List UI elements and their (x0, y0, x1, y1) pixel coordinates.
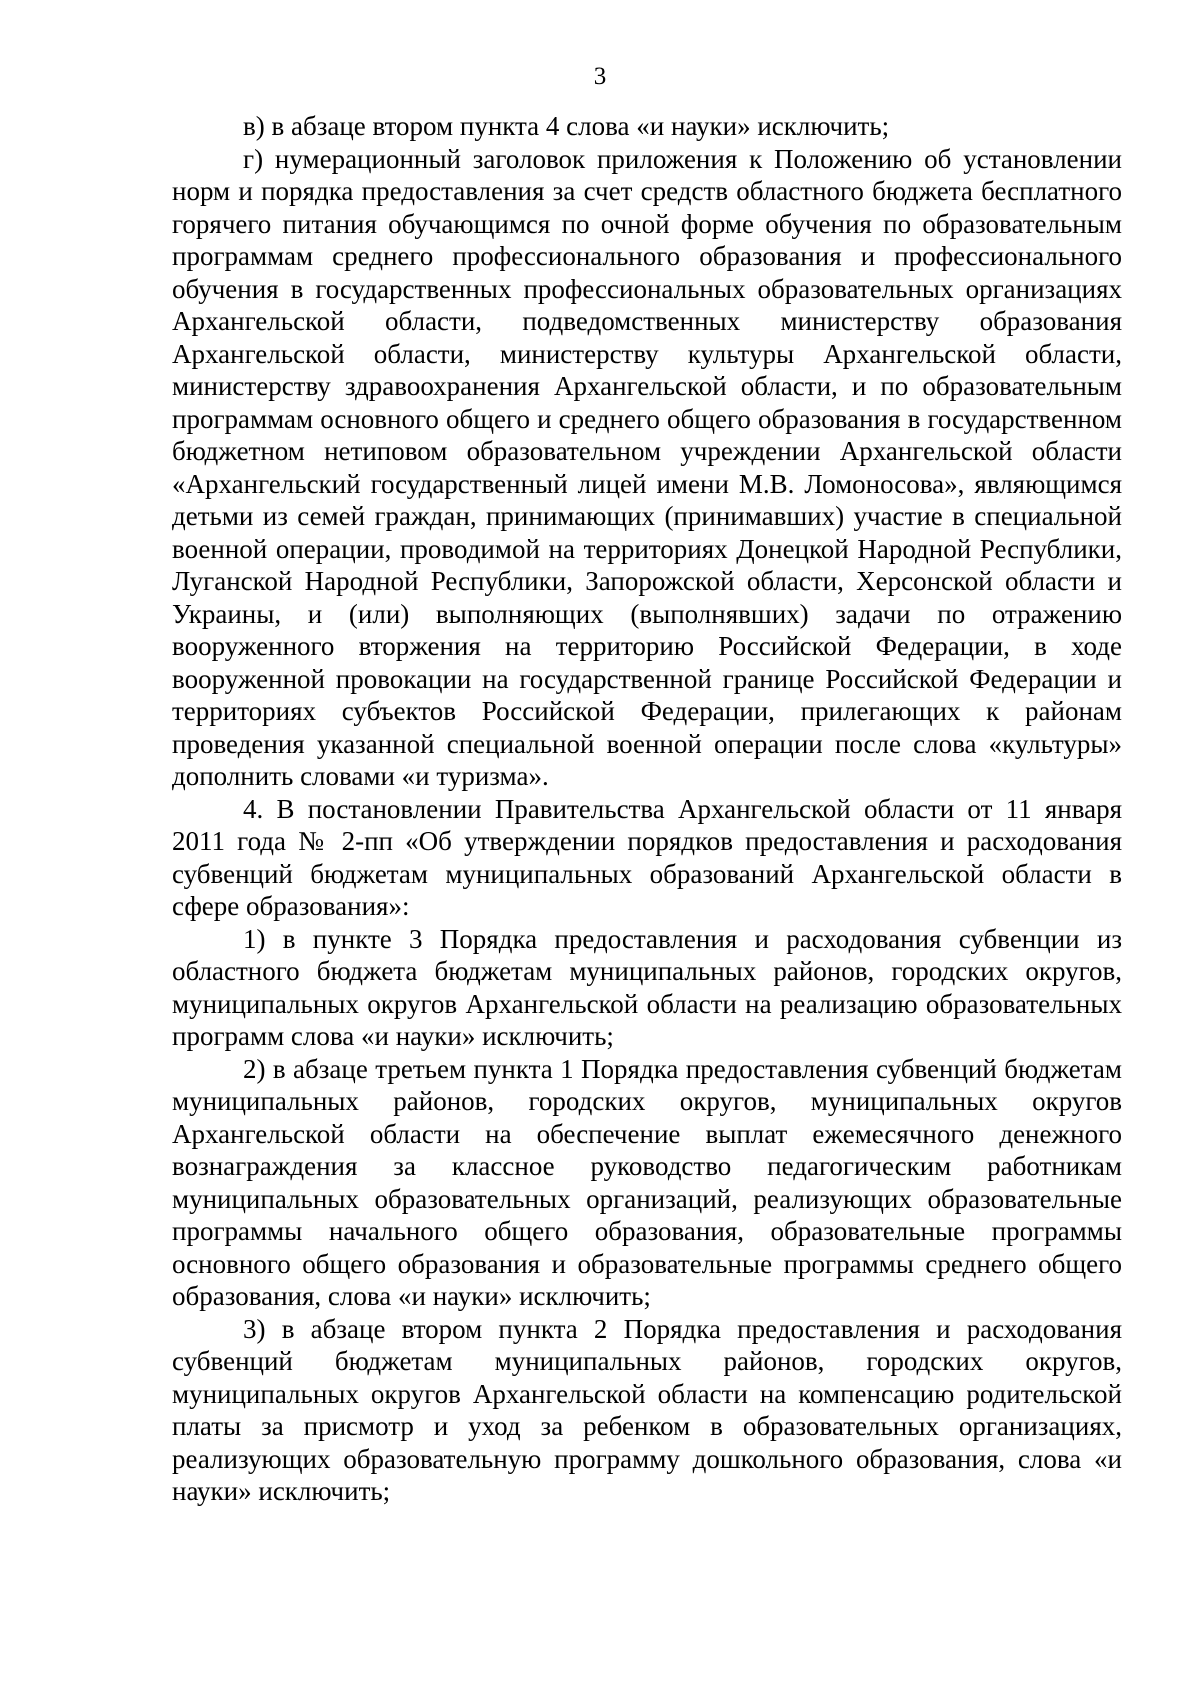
page-number: 3 (593, 63, 607, 90)
document-body (172, 110, 1122, 1508)
paragraph-subclause-3: 3) в абзаце втором пункта 2 Порядка предоставления и расходования субвенций бюджетам муниципальных районов, городских округов, муниципальных округов Архангельской области на компенсацию родительской платы за присмотр и уход за ребенком в образовательных организациях, реализующих образовательную программу дошкольного образования, слова «и науки» исключить; (172, 1313, 1122, 1506)
paragraph-item-g: г) нумерационный заголовок приложения к Положению об установлении норм и порядка предоставления за счет средств областного бюджета бесплатного горячего питания обучающимся по очной форме обучения по образовательным программам среднего профессионального образования и профессионального обучения в государственных профессиональных образовательных организациях Архангельской области, подведомственных министерству образования Архангельской области, министерству культуры Архангельской области, министерству здравоохранения Архангельской области, и по образовательным программам основного общего и среднего общего образования в государственном бюджетном нетиповом образовательном учреждении Архангельской области «Архангельский государственный лицей имени М.В. Ломоносова», являющимся детьми из семей граждан, принимающих (принимавших) участие в специальной военной операции, проводимой на территориях Донецкой Народной Республики, Луганской Народной Республики, Запорожской области, Херсонской области и Украины, и (или) выполняющих (выполнявших) задачи по отражению вооруженного вторжения на территорию Российской Федерации, в ходе вооруженной провокации на государственной границе Российской Федерации и территориях субъектов Российской Федерации, прилегающих к районам проведения указанной специальной военной операции после слова «культуры» дополнить словами «и туризма». (172, 143, 1122, 791)
paragraph-clause-4: 4. В постановлении Правительства Архангельской области от 11 января 2011 года № 2-пп «Об утверждении порядков предоставления и расходования субвенций бюджетам муниципальных образований Архангельской области в сфере образования»: (172, 793, 1122, 921)
paragraph-subclause-2: 2) в абзаце третьем пункта 1 Порядка предоставления субвенций бюджетам муниципальных районов, городских округов, муниципальных округов Архангельской области на обеспечение выплат ежемесячного денежного вознаграждения за классное руководство педагогическим работникам муниципальных образовательных организаций, реализующих образовательные программы начального общего образования, образовательные программы основного общего образования и образовательные программы среднего общего образования, слова «и науки» исключить; (172, 1053, 1122, 1311)
paragraph-item-v: в) в абзаце втором пункта 4 слова «и науки» исключить; (243, 111, 890, 141)
paragraph-subclause-1: 1) в пункте 3 Порядка предоставления и расходования субвенции из областного бюджета бюджетам муниципальных районов, городских округов, муниципальных округов Архангельской области на реализацию образовательных программ слова «и науки» исключить; (172, 923, 1122, 1051)
